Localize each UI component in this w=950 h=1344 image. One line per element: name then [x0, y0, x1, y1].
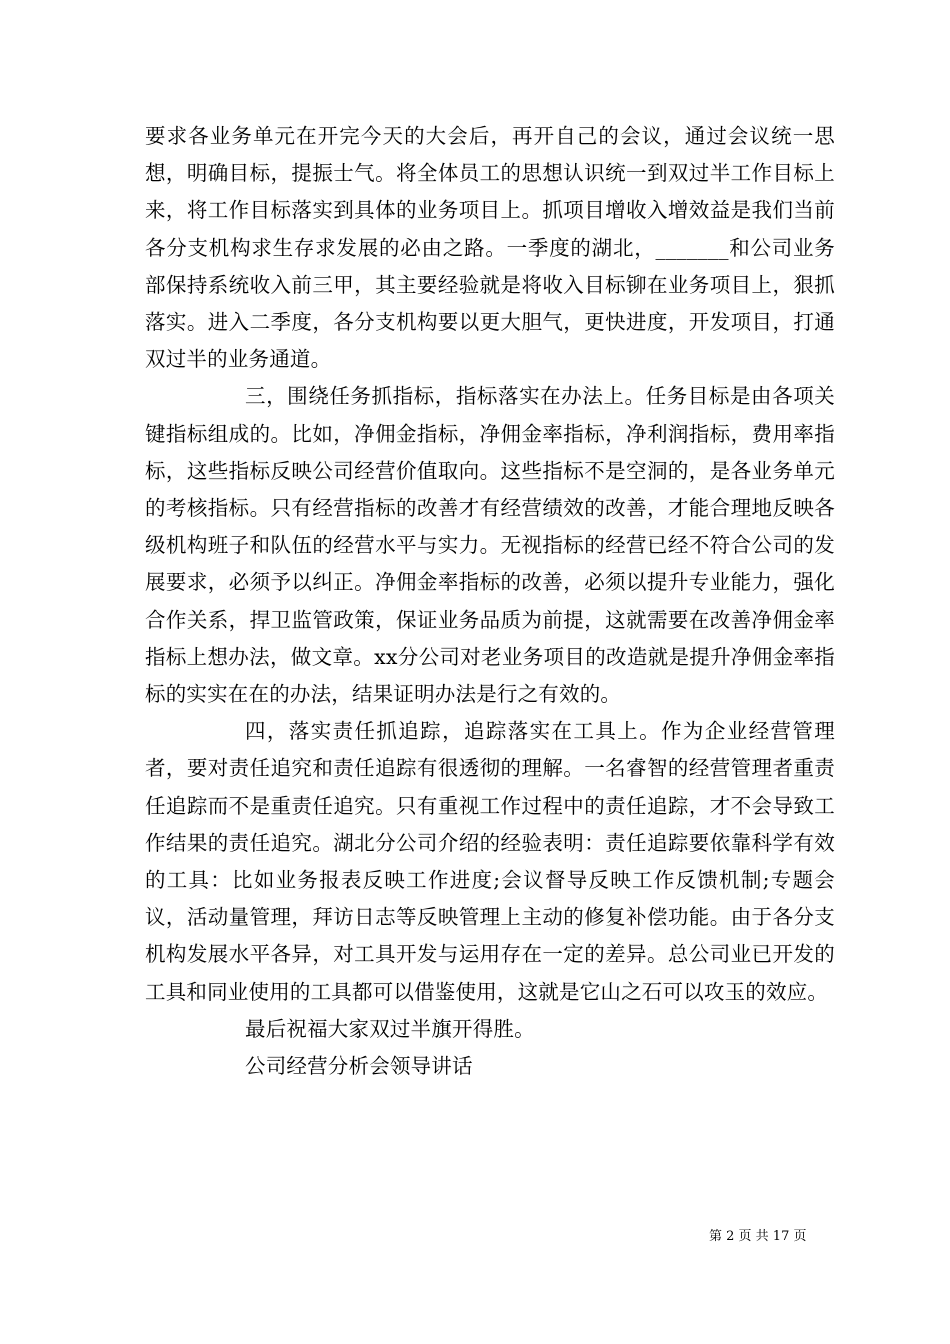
page-number-footer: 第 2 页 共 17 页 — [709, 1229, 807, 1244]
document-body — [145, 118, 835, 1085]
paragraph-section-three: 三，围绕任务抓指标，指标落实在办法上。任务目标是由各项关键指标组成的。比如，净佣金指标，净佣金率指标，净利润指标，费用率指标，这些指标反映公司经营价值取向。这些指标不是空洞的，是各业务单元的考核指标。只有经营指标的改善才有经营绩效的改善，才能合理地反映各级机构班子和队伍的经营水平与实力。无视指标的经营已经不符合公司的发展要求，必须予以纠正。净佣金率指标的改善，必须以提升专业能力，强化合作关系，捍卫监管政策，保证业务品质为前提，这就需要在改善净佣金率指标上想办法，做文章。xx分公司对老业务项目的改造就是提升净佣金率指标的实实在在的办法，结果证明办法是行之有效的。 — [145, 384, 835, 707]
paragraph-section-four: 四，落实责任抓追踪，追踪落实在工具上。作为企业经营管理者，要对责任追究和责任追踪有很透彻的理解。一名睿智的经营管理者重责任追踪而不是重责任追究。只有重视工作过程中的责任追踪，才不会导致工作结果的责任追究。湖北分公司介绍的经验表明：责任追踪要依靠科学有效的工具：比如业务报表反映工作进度;会议督导反映工作反馈机制;专题会议，活动量管理，拜访日志等反映管理上主动的修复补偿功能。由于各分支机构发展水平各异，对工具开发与运用存在一定的差异。总公司业已开发的工具和同业使用的工具都可以借鉴使用，这就是它山之石可以攻玉的效应。 — [145, 719, 835, 1004]
paragraph-project-focus: 要求各业务单元在开完今天的大会后，再开自己的会议，通过会议统一思想，明确目标，提振士气。将全体员工的思想认识统一到双过半工作目标上来，将工作目标落实到具体的业务项目上。抓项目增收入增效益是我们当前各分支机构求生存求发展的必由之路。一季度的湖北，_______和公司业务部保持系统收入前三甲，其主要经验就是将收入目标铆在业务项目上，狠抓落实。进入二季度，各分支机构要以更大胆气，更快进度，开发项目，打通双过半的业务通道。 — [145, 124, 835, 372]
paragraph-next-title: 公司经营分析会领导讲话 — [245, 1054, 473, 1079]
paragraph-closing-wish: 最后祝福大家双过半旗开得胜。 — [245, 1016, 535, 1041]
